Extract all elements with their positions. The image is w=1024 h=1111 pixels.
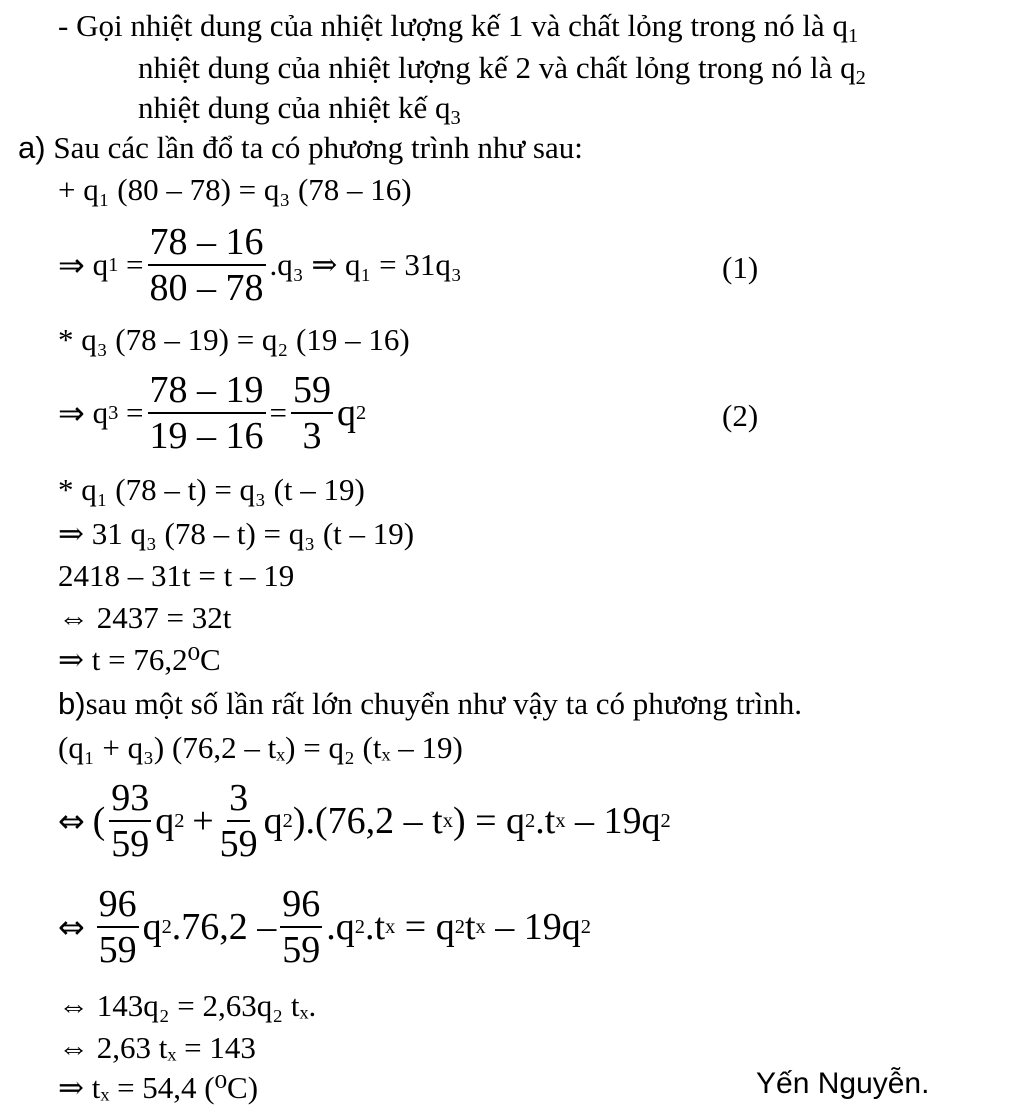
- equation-label-2: (2): [722, 398, 759, 433]
- part-a-heading: [18, 130, 583, 166]
- fraction-a4-1: $\frac{78 - 19}{19 - 16}$: [149, 369, 264, 457]
- part-a-eq7: 2418 – 31t = t – 19: [58, 558, 295, 593]
- intro-line-1: - Gọi nhiệt dung của nhiệt lượng kế 1 và chất lỏng trong nó là $q_1$: [58, 8, 859, 48]
- part-b-heading: [58, 686, 802, 722]
- part-a-eq5: * q₁ (78 – t) = q₃ (t – 19): [58, 472, 365, 507]
- intro-line-2: nhiệt dung của nhiệt lượng kế 2 và chất lỏng trong nó là $q_2$: [138, 50, 866, 90]
- part-b-eq5: ⇔ 2,63 tₓ = 143: [58, 1030, 256, 1065]
- part-a-eq2-tail: .q₃ ⇒ q₁ = 31q₃: [269, 247, 462, 282]
- equation-label-1: (1): [722, 250, 759, 285]
- intro-line-3: nhiệt dung của nhiệt kế $q_3$: [138, 90, 461, 130]
- part-a-eq4: ⇒ q 3 = $\frac{78 - 19}{19 - 16}$ = $\frac{59}{3}$ q 2: [58, 369, 367, 457]
- author-signature: Yến Nguyễn.: [756, 1067, 930, 1100]
- part-a-eq3: * q₃ (78 – 19) = q₂ (19 – 16): [58, 322, 410, 357]
- part-b-eq4: ⇔ 143q₂ = 2,63q₂ tₓ.: [58, 988, 317, 1023]
- part-a-eq6: ⇒ 31 q₃ (78 – t) = q₃ (t – 19): [58, 516, 415, 551]
- part-a-eq8: ⇔ 2437 = 32t: [58, 600, 232, 635]
- part-b-eq3: ⇔ $\frac{96}{59}$ q 2 .76,2 – $\frac{96}{59}$ .q 2 .t x = q 2 t x – 19q 2: [58, 883, 591, 971]
- fraction-b2-1: $\frac{93}{59}$: [111, 777, 150, 865]
- fraction-a4-2: $\frac{59}{3}$: [293, 369, 331, 457]
- part-a-eq1: + q₁ (80 – 78) = q₃ (78 – 16): [58, 172, 412, 207]
- fraction-b3-1: $\frac{96}{59}$: [98, 883, 137, 971]
- fraction-a2: $\frac{78 - 16}{80 - 78}$: [149, 221, 264, 309]
- part-b-eq2: ⇔ ( $\frac{93}{59}$ q 2 + $\frac{3}{59}$ q 2 ).(76,2 – t x ) = q 2 .t x – 19q 2: [58, 777, 671, 865]
- part-b-marker: b): [58, 686, 86, 721]
- part-b-eq6: ⇒ tₓ = 54,4 (⁰C): [58, 1070, 259, 1105]
- fraction-b3-2: $\frac{96}{59}$: [282, 883, 321, 971]
- fraction-b2-2: $\frac{3}{59}$: [219, 777, 258, 865]
- part-a-eq2: ⇒ q 1 = $\frac{78 - 16}{80 - 78}$ .q₃ ⇒ q₁ = 31q₃: [58, 221, 462, 309]
- part-a-marker: a): [18, 130, 46, 165]
- part-b-eq1: (q₁ + q₃) (76,2 – tₓ) = q₂ (tₓ – 19): [58, 730, 463, 765]
- part-a-eq9: ⇒ t = 76,2⁰C: [58, 642, 221, 677]
- part-b-heading-text: sau một số lần rất lớn chuyển như vậy ta có phương trình.: [85, 686, 802, 721]
- part-a-heading-text: Sau các lần đổ ta có phương trình như sau:: [53, 130, 583, 165]
